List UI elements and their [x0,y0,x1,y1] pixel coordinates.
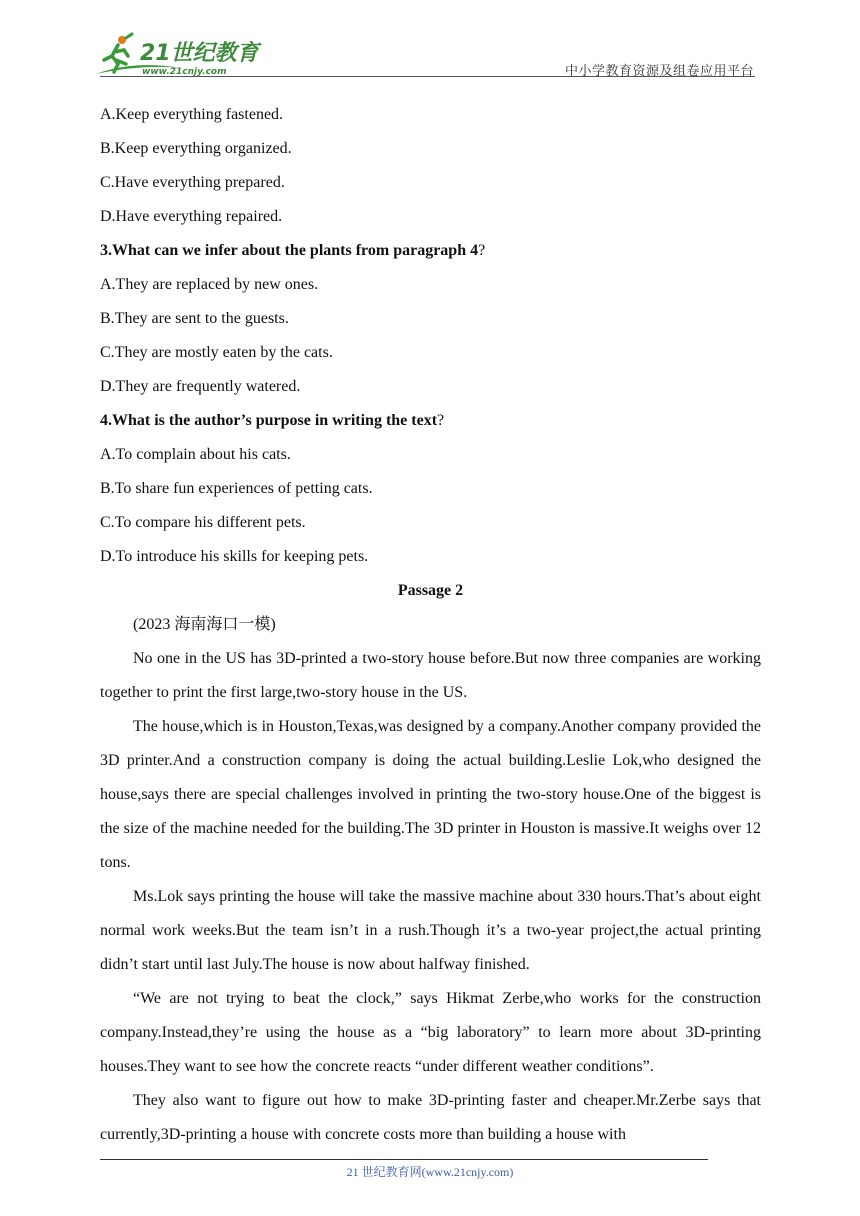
option-line: C.Have everything prepared. [100,174,285,191]
page-header [0,0,860,90]
option-line: D.To introduce his skills for keeping pets. [100,548,369,565]
option-line: B.To share fun experiences of petting cats. [100,480,373,497]
footer-divider [100,1159,708,1160]
runner-logo-icon [92,30,262,80]
svg-text:www.21cnjy.com: www.21cnjy.com [142,67,227,77]
question-3: 3.What can we infer about the plants from paragraph 4? [100,242,486,259]
option-line: A.Keep everything fastened. [100,106,284,123]
question-mark: ? [437,412,445,429]
question-text: What can we infer about the plants from paragraph 4 [112,242,479,259]
passage-paragraph: “We are not trying to beat the clock,” says Hikmat Zerbe,who works for the construction company.Instead,they’re using the house as a “big laboratory” to learn more about 3D-printing houses.They want to see how the concrete reacts “under different weather conditions”. [100,990,761,1075]
site-logo [92,30,262,80]
option-line: C.To compare his different pets. [100,514,306,531]
question-4: 4.What is the author’s purpose in writing the text? [100,412,445,429]
question-text: What is the author’s purpose in writing the text [112,412,438,429]
question-number: 3 [100,242,108,259]
header-divider [100,76,755,77]
option-line: A.They are replaced by new ones. [100,276,319,293]
svg-text:21世纪教育: 21世纪教育 [140,41,259,66]
option-line: C.They are mostly eaten by the cats. [100,344,333,361]
document-body [100,98,761,1152]
passage-paragraph: The house,which is in Houston,Texas,was designed by a company.Another company provided the 3D printer.And a construction company is doing the actual building.Leslie Lok,who designed the house,says there are special challenges involved in printing the two-story house.One of the biggest is the size of the machine needed for the building.The 3D printer in Houston is massive.It weighs over 12 tons. [100,718,761,871]
header-platform-label: 中小学教育资源及组卷应用平台 [564,64,754,79]
passage-paragraph: Ms.Lok says printing the house will take the massive machine about 330 hours.That’s about eight normal work weeks.But the team isn’t in a rush.Though it’s a two-year project,the actual printing didn’t start until last July.The house is now about halfway finished. [100,888,761,973]
option-line: D.Have everything repaired. [100,208,283,225]
question-mark: ? [478,242,486,259]
option-line: D.They are frequently watered. [100,378,301,395]
passage-paragraph: They also want to figure out how to make 3D-printing faster and cheaper.Mr.Zerbe says that currently,3D-printing a house with concrete costs more than building a house with [100,1092,761,1143]
passage-paragraph: No one in the US has 3D-printed a two-story house before.But now three companies are working together to print the first large,two-story house in the US. [100,650,761,701]
passage-source: (2023 海南海口一模) [133,616,276,633]
question-number: 4 [100,412,108,429]
option-line: A.To complain about his cats. [100,446,291,463]
page-footer: 21 世纪教育网(www.21cnjy.com) [346,1165,514,1179]
option-line: B.They are sent to the guests. [100,310,289,327]
passage-title: Passage 2 [397,582,464,599]
option-line: B.Keep everything organized. [100,140,292,157]
